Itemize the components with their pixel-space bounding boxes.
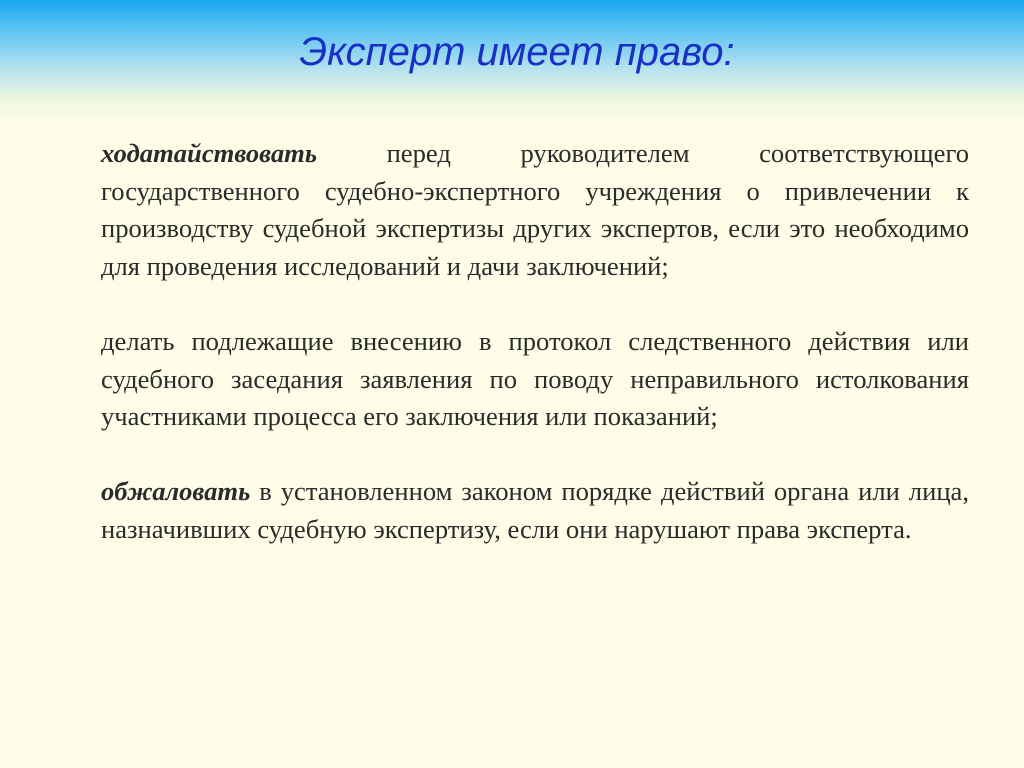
slide-title: Эксперт имеет право: — [299, 30, 735, 74]
paragraph-petition-text: перед руководителем соответствующего государственного судебно-экспертного учреждения о привлечении к производству судебной экспертизы других экспертов, если это необходимо для проведения исследований и дачи заключений; — [101, 138, 969, 281]
slide-body — [101, 135, 969, 549]
term-appeal: обжаловать — [101, 476, 251, 507]
paragraph-statements — [101, 323, 969, 436]
paragraph-appeal — [101, 473, 969, 548]
paragraph-petition — [101, 135, 969, 285]
paragraph-statements-text: делать подлежащие внесению в протокол следственного действия или судебного заседания заявления по поводу неправильного истолкования участниками процесса его заключения или показаний; — [101, 325, 969, 432]
paragraph-appeal-text: в установленном законом порядке действий органа или лица, назначивших судебную экспертизу, если они нарушают права эксперта. — [101, 476, 969, 544]
term-petition: ходатайствовать — [101, 138, 317, 168]
